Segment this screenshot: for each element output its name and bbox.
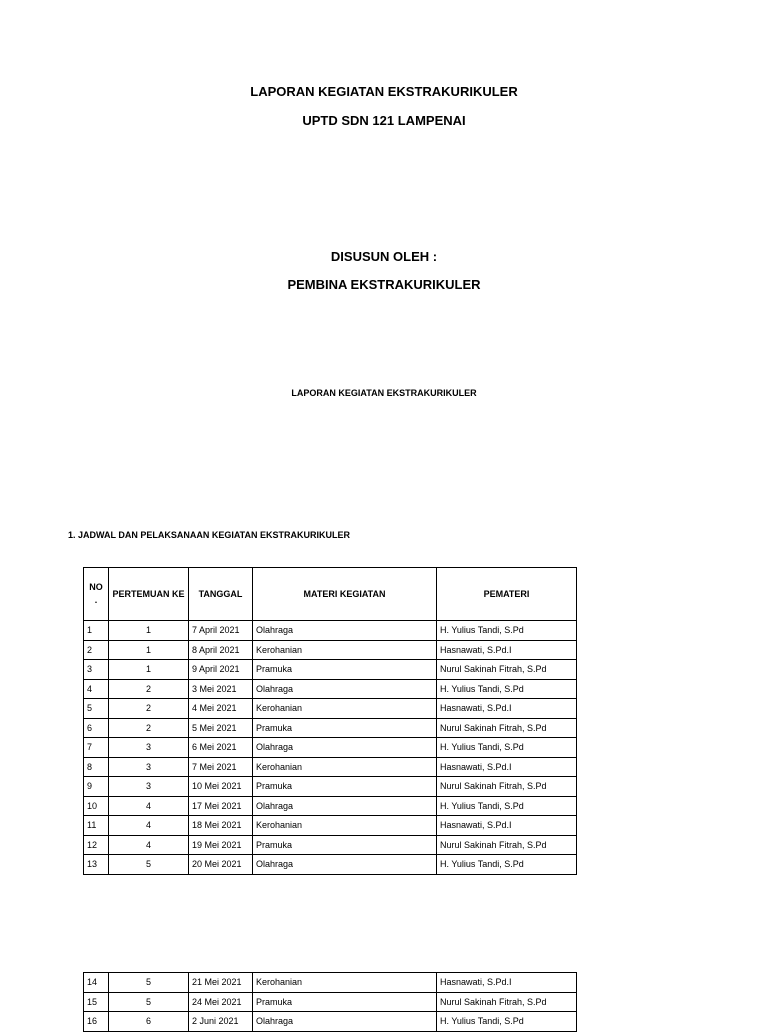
cell-no: 10: [84, 796, 109, 816]
header-no-suffix: .: [94, 595, 98, 605]
cell-pertemuan: 2: [109, 679, 189, 699]
cell-pertemuan: 1: [109, 640, 189, 660]
table-row: [84, 640, 577, 660]
cell-pemateri: H. Yulius Tandi, S.Pd: [437, 738, 577, 758]
header-tanggal: TANGGAL: [189, 568, 253, 621]
table-row: [84, 718, 577, 738]
cell-pemateri: Nurul Sakinah Fitrah, S.Pd: [437, 718, 577, 738]
cell-materi: Kerohanian: [253, 757, 437, 777]
cell-tanggal: 6 Mei 2021: [189, 738, 253, 758]
cell-pemateri: Hasnawati, S.Pd.I: [437, 816, 577, 836]
table-row: [84, 621, 577, 641]
table-row: [84, 816, 577, 836]
cell-pertemuan: 1: [109, 660, 189, 680]
cell-no: 13: [84, 855, 109, 875]
cell-pemateri: Hasnawati, S.Pd.I: [437, 757, 577, 777]
section-heading: 1. JADWAL DAN PELAKSANAAN KEGIATAN EKSTRAKURIKULER: [68, 530, 351, 540]
cell-no: 4: [84, 679, 109, 699]
cell-tanggal: 3 Mei 2021: [189, 679, 253, 699]
cell-pertemuan: 3: [109, 757, 189, 777]
table-row: [84, 1012, 577, 1032]
cell-materi: Kerohanian: [253, 699, 437, 719]
cell-pertemuan: 3: [109, 738, 189, 758]
cell-pemateri: H. Yulius Tandi, S.Pd: [437, 796, 577, 816]
cell-pertemuan: 2: [109, 699, 189, 719]
cell-no: 16: [84, 1012, 109, 1032]
cell-no: 15: [84, 992, 109, 1012]
cell-no: 7: [84, 738, 109, 758]
prepared-by-label: DISUSUN OLEH :: [330, 249, 438, 264]
cell-materi: Kerohanian: [253, 973, 437, 993]
report-title: LAPORAN KEGIATAN EKSTRAKURIKULER: [250, 84, 518, 99]
cell-tanggal: 24 Mei 2021: [189, 992, 253, 1012]
cell-materi: Olahraga: [253, 796, 437, 816]
cell-tanggal: 20 Mei 2021: [189, 855, 253, 875]
cell-pertemuan: 4: [109, 816, 189, 836]
cell-tanggal: 19 Mei 2021: [189, 835, 253, 855]
cell-pemateri: H. Yulius Tandi, S.Pd: [437, 621, 577, 641]
cell-materi: Kerohanian: [253, 816, 437, 836]
schedule-table-continued-body: [84, 973, 577, 1032]
table-row: [84, 679, 577, 699]
header-pertemuan: PERTEMUAN KE: [109, 568, 189, 621]
cell-pemateri: H. Yulius Tandi, S.Pd: [437, 679, 577, 699]
table-row: [84, 699, 577, 719]
cell-tanggal: 21 Mei 2021: [189, 973, 253, 993]
cell-tanggal: 10 Mei 2021: [189, 777, 253, 797]
cell-pemateri: Hasnawati, S.Pd.I: [437, 699, 577, 719]
cell-pertemuan: 3: [109, 777, 189, 797]
header-pemateri: PEMATERI: [437, 568, 577, 621]
cell-tanggal: 17 Mei 2021: [189, 796, 253, 816]
table-row: [84, 757, 577, 777]
table-row: [84, 796, 577, 816]
cell-tanggal: 7 April 2021: [189, 621, 253, 641]
cell-tanggal: 18 Mei 2021: [189, 816, 253, 836]
school-name: UPTD SDN 121 LAMPENAI: [302, 113, 466, 128]
report-subtitle: LAPORAN KEGIATAN EKSTRAKURIKULER: [291, 388, 477, 398]
cell-pertemuan: 4: [109, 796, 189, 816]
cell-pemateri: Hasnawati, S.Pd.I: [437, 973, 577, 993]
cell-no: 11: [84, 816, 109, 836]
header-no: [84, 568, 109, 621]
cell-tanggal: 4 Mei 2021: [189, 699, 253, 719]
cell-pertemuan: 5: [109, 973, 189, 993]
table-header-row: [84, 568, 577, 621]
cell-no: 12: [84, 835, 109, 855]
cell-tanggal: 7 Mei 2021: [189, 757, 253, 777]
table-row: [84, 855, 577, 875]
schedule-table-continued: [83, 972, 577, 1032]
cell-no: 5: [84, 699, 109, 719]
cell-pertemuan: 6: [109, 1012, 189, 1032]
cell-pertemuan: 4: [109, 835, 189, 855]
cell-materi: Pramuka: [253, 718, 437, 738]
header-no-label: NO: [89, 582, 103, 592]
cell-materi: Pramuka: [253, 992, 437, 1012]
table-row: [84, 992, 577, 1012]
cell-pertemuan: 5: [109, 855, 189, 875]
cell-materi: Olahraga: [253, 1012, 437, 1032]
cell-materi: Pramuka: [253, 835, 437, 855]
cell-materi: Olahraga: [253, 679, 437, 699]
schedule-table: [83, 567, 577, 875]
cell-tanggal: 2 Juni 2021: [189, 1012, 253, 1032]
cell-materi: Olahraga: [253, 621, 437, 641]
cell-no: 6: [84, 718, 109, 738]
table-row: [84, 777, 577, 797]
cell-pemateri: Nurul Sakinah Fitrah, S.Pd: [437, 992, 577, 1012]
cell-pemateri: Nurul Sakinah Fitrah, S.Pd: [437, 777, 577, 797]
cell-no: 8: [84, 757, 109, 777]
table-row: [84, 660, 577, 680]
cell-no: 14: [84, 973, 109, 993]
cell-materi: Olahraga: [253, 855, 437, 875]
schedule-table-body: [84, 621, 577, 875]
cell-no: 3: [84, 660, 109, 680]
cell-materi: Pramuka: [253, 660, 437, 680]
table-row: [84, 738, 577, 758]
cell-pemateri: Hasnawati, S.Pd.I: [437, 640, 577, 660]
header-materi: MATERI KEGIATAN: [253, 568, 437, 621]
cell-pemateri: H. Yulius Tandi, S.Pd: [437, 855, 577, 875]
cell-tanggal: 8 April 2021: [189, 640, 253, 660]
cell-tanggal: 5 Mei 2021: [189, 718, 253, 738]
table-row: [84, 835, 577, 855]
cell-no: 9: [84, 777, 109, 797]
cell-pertemuan: 1: [109, 621, 189, 641]
table-row: [84, 973, 577, 993]
cell-no: 1: [84, 621, 109, 641]
cell-tanggal: 9 April 2021: [189, 660, 253, 680]
cell-pemateri: Nurul Sakinah Fitrah, S.Pd: [437, 660, 577, 680]
cell-pertemuan: 5: [109, 992, 189, 1012]
cell-materi: Pramuka: [253, 777, 437, 797]
cell-no: 2: [84, 640, 109, 660]
cell-materi: Olahraga: [253, 738, 437, 758]
cell-materi: Kerohanian: [253, 640, 437, 660]
cell-pemateri: Nurul Sakinah Fitrah, S.Pd: [437, 835, 577, 855]
prepared-by-name: PEMBINA EKSTRAKURIKULER: [287, 277, 481, 292]
cell-pertemuan: 2: [109, 718, 189, 738]
cell-pemateri: H. Yulius Tandi, S.Pd: [437, 1012, 577, 1032]
